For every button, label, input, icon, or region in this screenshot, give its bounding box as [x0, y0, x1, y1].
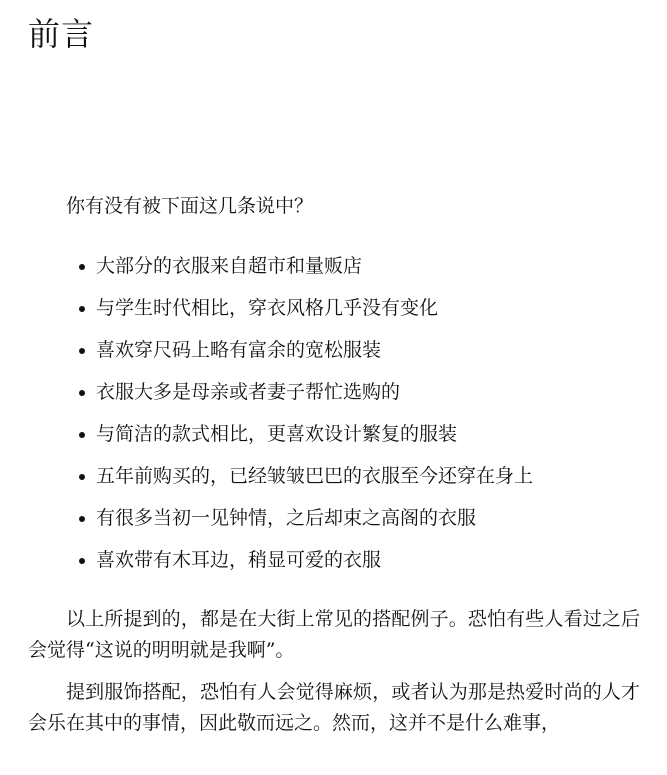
page-title: 前言 [28, 15, 95, 53]
symptom-list [0, 253, 533, 589]
intro-question: 你有没有被下面这几条说中？ [66, 195, 314, 217]
list-item [0, 463, 533, 505]
list-item-text: 喜欢带有木耳边，稍显可爱的衣服 [96, 549, 382, 571]
list-item [0, 337, 533, 379]
list-item [0, 295, 533, 337]
bullet-icon [79, 558, 85, 564]
body-paragraph: 以上所提到的，都是在大街上常见的搭配例子。恐怕有些人看过之后会觉得“这说的明明就是我啊”。 [28, 608, 640, 661]
bullet-icon [79, 264, 85, 270]
list-item-text: 与学生时代相比，穿衣风格几乎没有变化 [96, 297, 439, 319]
bullet-icon [79, 516, 85, 522]
list-item-text: 衣服大多是母亲或者妻子帮忙选购的 [96, 381, 401, 403]
list-item-text: 喜欢穿尺码上略有富余的宽松服装 [96, 339, 382, 361]
list-item-text: 五年前购买的，已经皱皱巴巴的衣服至今还穿在身上 [96, 465, 534, 487]
bullet-icon [79, 348, 85, 354]
bullet-icon [79, 432, 85, 438]
list-item [0, 547, 533, 589]
list-item [0, 505, 533, 547]
body-paragraph: 提到服饰搭配，恐怕有人会觉得麻烦，或者认为那是热爱时尚的人才会乐在其中的事情，因此敬而远之。然而，这并不是什么难事， [28, 681, 640, 734]
bullet-icon [79, 306, 85, 312]
bullet-icon [79, 474, 85, 480]
list-item [0, 253, 533, 295]
list-item-text: 大部分的衣服来自超市和量贩店 [96, 255, 363, 277]
list-item [0, 421, 533, 463]
list-item [0, 379, 533, 421]
bullet-icon [79, 390, 85, 396]
list-item-text: 有很多当初一见钟情，之后却束之高阁的衣服 [96, 507, 477, 529]
list-item-text: 与简洁的款式相比，更喜欢设计繁复的服装 [96, 423, 458, 445]
